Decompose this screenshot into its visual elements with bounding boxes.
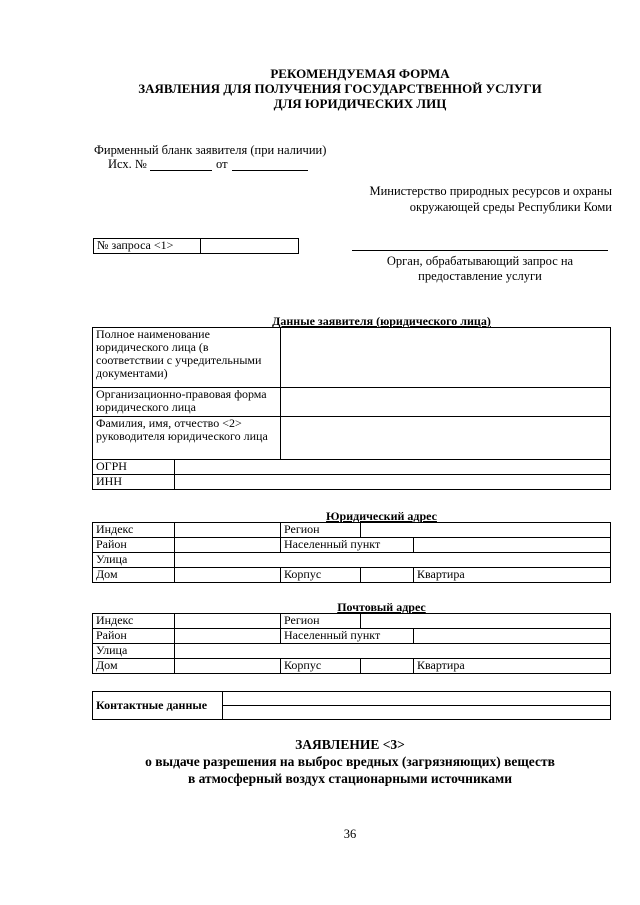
- authority-field[interactable]: [352, 250, 608, 251]
- postal-address-table: [92, 613, 611, 674]
- page-number: 36: [343, 827, 357, 841]
- legal-district-value[interactable]: [175, 538, 281, 553]
- inn-value[interactable]: [175, 475, 611, 490]
- contacts-label: Контактные данные: [93, 692, 223, 720]
- statement-line-2: в атмосферный воздух стационарными источниками: [187, 771, 513, 786]
- legal-apartment-label: Квартира: [414, 568, 611, 583]
- ministry-line-1: Министерство природных ресурсов и охраны: [369, 184, 612, 198]
- postal-district-label: Район: [93, 629, 175, 644]
- legal-form-label: Организационно-правовая форма юридического лица: [93, 388, 281, 417]
- header-line-3: ДЛЯ ЮРИДИЧЕСКИХ ЛИЦ: [273, 96, 447, 111]
- letterhead-caption: Фирменный бланк заявителя (при наличии): [94, 143, 327, 157]
- legal-street-label: Улица: [93, 553, 175, 568]
- full-name-label: Полное наименование юридического лица (в соответствии с учредительными документами): [93, 328, 281, 388]
- legal-index-label: Индекс: [93, 523, 175, 538]
- contacts-table: [92, 691, 611, 720]
- applicant-table: [92, 327, 611, 490]
- statement-block: [60, 736, 640, 787]
- contacts-value-1[interactable]: [223, 692, 611, 706]
- legal-building-label: Корпус: [281, 568, 361, 583]
- postal-building-label: Корпус: [281, 659, 361, 674]
- legal-house-label: Дом: [93, 568, 175, 583]
- legal-locality-label: Населенный пункт: [281, 538, 414, 553]
- full-name-value[interactable]: [281, 328, 611, 388]
- legal-index-value[interactable]: [175, 523, 281, 538]
- postal-district-value[interactable]: [175, 629, 281, 644]
- request-number-label: № запроса <1>: [94, 239, 201, 254]
- legal-street-value[interactable]: [175, 553, 611, 568]
- postal-building-value[interactable]: [361, 659, 414, 674]
- legal-district-label: Район: [93, 538, 175, 553]
- postal-house-label: Дом: [93, 659, 175, 674]
- authority-caption: [352, 254, 608, 284]
- form-header: [0, 66, 640, 111]
- postal-address-title: Почтовый адрес: [337, 600, 426, 614]
- header-line-1: РЕКОМЕНДУЕМАЯ ФОРМА: [270, 66, 450, 81]
- postal-street-value[interactable]: [175, 644, 611, 659]
- contacts-value-2[interactable]: [223, 706, 611, 720]
- ref-date-label: от: [216, 157, 228, 171]
- legal-form-value[interactable]: [281, 388, 611, 417]
- applicant-section-title: Данные заявителя (юридического лица): [272, 314, 491, 328]
- ogrn-label: ОГРН: [93, 460, 175, 475]
- inn-label: ИНН: [93, 475, 175, 490]
- statement-line-1: о выдаче разрешения на выброс вредных (загрязняющих) веществ: [145, 754, 555, 769]
- postal-house-value[interactable]: [175, 659, 281, 674]
- legal-region-label: Регион: [281, 523, 361, 538]
- postal-region-label: Регион: [281, 614, 361, 629]
- postal-index-value[interactable]: [175, 614, 281, 629]
- postal-locality-value[interactable]: [414, 629, 611, 644]
- legal-locality-value[interactable]: [414, 538, 611, 553]
- legal-region-value[interactable]: [361, 523, 611, 538]
- legal-address-table: [92, 522, 611, 583]
- ogrn-value[interactable]: [175, 460, 611, 475]
- postal-street-label: Улица: [93, 644, 175, 659]
- statement-title: ЗАЯВЛЕНИЕ <3>: [295, 737, 405, 752]
- request-number-table: [93, 238, 299, 254]
- legal-address-title: Юридический адрес: [326, 509, 437, 523]
- ref-number-field[interactable]: [150, 170, 212, 171]
- ref-date-field[interactable]: [232, 170, 308, 171]
- request-number-value[interactable]: [201, 239, 299, 254]
- legal-building-value[interactable]: [361, 568, 414, 583]
- head-name-value[interactable]: [281, 417, 611, 460]
- head-name-label: Фамилия, имя, отчество <2> руководителя юридического лица: [93, 417, 281, 460]
- postal-apartment-label: Квартира: [414, 659, 611, 674]
- ref-number-label: Исх. №: [108, 157, 147, 171]
- postal-index-label: Индекс: [93, 614, 175, 629]
- authority-line-1: Орган, обрабатывающий запрос на: [386, 254, 574, 268]
- header-line-2: ЗАЯВЛЕНИЯ ДЛЯ ПОЛУЧЕНИЯ ГОСУДАРСТВЕННОЙ УСЛУГИ: [138, 81, 542, 96]
- postal-locality-label: Населенный пункт: [281, 629, 414, 644]
- legal-house-value[interactable]: [175, 568, 281, 583]
- authority-line-2: предоставление услуги: [418, 269, 542, 283]
- ministry-block: [370, 183, 613, 215]
- postal-region-value[interactable]: [361, 614, 611, 629]
- ministry-line-2: окружающей среды Республики Коми: [409, 200, 612, 214]
